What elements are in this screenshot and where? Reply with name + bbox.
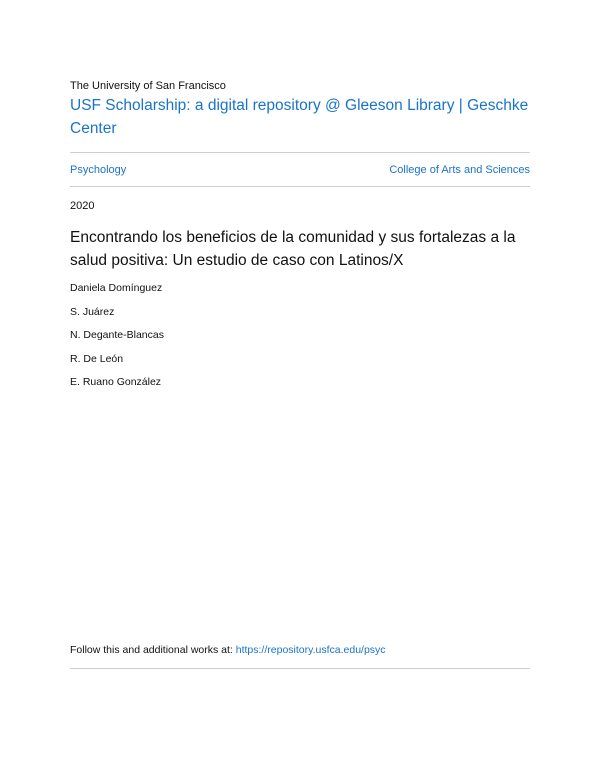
- author-list: [70, 282, 164, 400]
- divider-bottom: [70, 668, 530, 669]
- department-link[interactable]: Psychology: [70, 164, 127, 176]
- divider-middle: [70, 186, 530, 187]
- author-item: E. Ruano González: [70, 376, 162, 388]
- follow-line: [70, 644, 386, 656]
- author-item: Daniela Domínguez: [70, 282, 163, 294]
- publication-year: 2020: [70, 200, 95, 212]
- author-item: N. Degante-Blancas: [70, 329, 164, 341]
- paper-title: Encontrando los beneficios de la comunidad y sus fortalezas a la salud positiva: Un estudio de caso con Latinos/X: [70, 229, 516, 269]
- collection-url-link[interactable]: https://repository.usfca.edu/psyc: [235, 644, 386, 656]
- university-name: The University of San Francisco: [70, 80, 226, 92]
- author-item: R. De León: [70, 352, 124, 365]
- divider-top: [70, 152, 530, 153]
- author-item: S. Juárez: [70, 305, 115, 318]
- follow-text: Follow this and additional works at:: [70, 644, 236, 656]
- repository-link[interactable]: USF Scholarship: a digital repository @ Gleeson Library | Geschke Center: [70, 97, 529, 137]
- college-link[interactable]: College of Arts and Sciences: [389, 164, 530, 176]
